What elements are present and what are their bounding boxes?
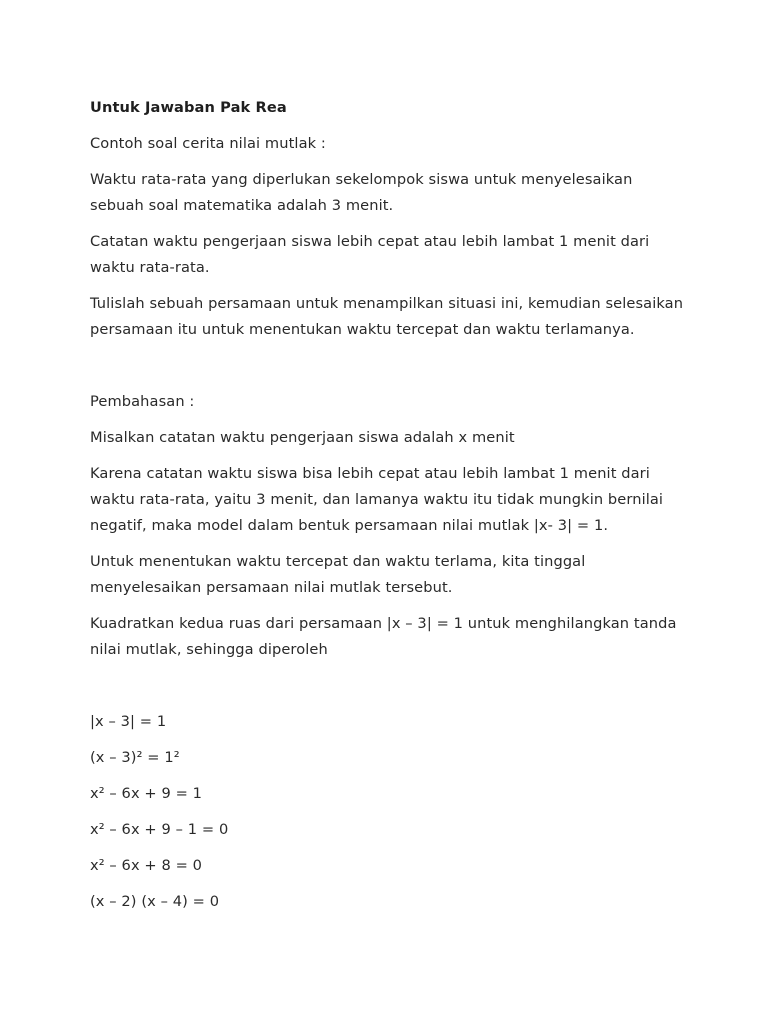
intro-label: Contoh soal cerita nilai mutlak : xyxy=(90,135,326,152)
problem-paragraph-3-line-2: persamaan itu untuk menentukan waktu tercepat dan waktu terlamanya. xyxy=(90,321,635,338)
solution-paragraph-4-line-2: nilai mutlak, sehingga diperoleh xyxy=(90,641,328,658)
equation-line: (x – 3)² = 1² xyxy=(90,749,180,766)
problem-paragraph-1-line-2: sebuah soal matematika adalah 3 menit. xyxy=(90,197,394,214)
solution-paragraph-2-line-3: negatif, maka model dalam bentuk persamaan nilai mutlak |x- 3| = 1. xyxy=(90,517,609,534)
equation-line: |x – 3| = 1 xyxy=(90,713,167,730)
solution-paragraph-4-line-1: Kuadratkan kedua ruas dari persamaan |x – 3| = 1 untuk menghilangkan tanda xyxy=(90,615,677,632)
solution-label: Pembahasan : xyxy=(90,393,195,410)
solution-paragraph-1: Misalkan catatan waktu pengerjaan siswa adalah x menit xyxy=(90,429,515,446)
document-title: Untuk Jawaban Pak Rea xyxy=(90,99,287,116)
equation-line: x² – 6x + 9 = 1 xyxy=(90,785,203,802)
problem-paragraph-2-line-2: waktu rata-rata. xyxy=(90,259,210,276)
equation-line: x² – 6x + 8 = 0 xyxy=(90,857,203,874)
solution-paragraph-2-line-1: Karena catatan waktu siswa bisa lebih cepat atau lebih lambat 1 menit dari xyxy=(90,465,650,482)
problem-paragraph-1-line-1: Waktu rata-rata yang diperlukan sekelompok siswa untuk menyelesaikan xyxy=(90,171,633,188)
problem-paragraph-3-line-1: Tulislah sebuah persamaan untuk menampilkan situasi ini, kemudian selesaikan xyxy=(90,295,684,312)
solution-paragraph-3-line-1: Untuk menentukan waktu tercepat dan waktu terlama, kita tinggal xyxy=(90,553,586,570)
problem-paragraph-2-line-1: Catatan waktu pengerjaan siswa lebih cepat atau lebih lambat 1 menit dari xyxy=(90,233,650,250)
equation-line: (x – 2) (x – 4) = 0 xyxy=(90,893,220,910)
solution-paragraph-3-line-2: menyelesaikan persamaan nilai mutlak tersebut. xyxy=(90,579,453,596)
equation-line: x² – 6x + 9 – 1 = 0 xyxy=(90,821,229,838)
solution-paragraph-2-line-2: waktu rata-rata, yaitu 3 menit, dan lamanya waktu itu tidak mungkin bernilai xyxy=(90,491,664,508)
